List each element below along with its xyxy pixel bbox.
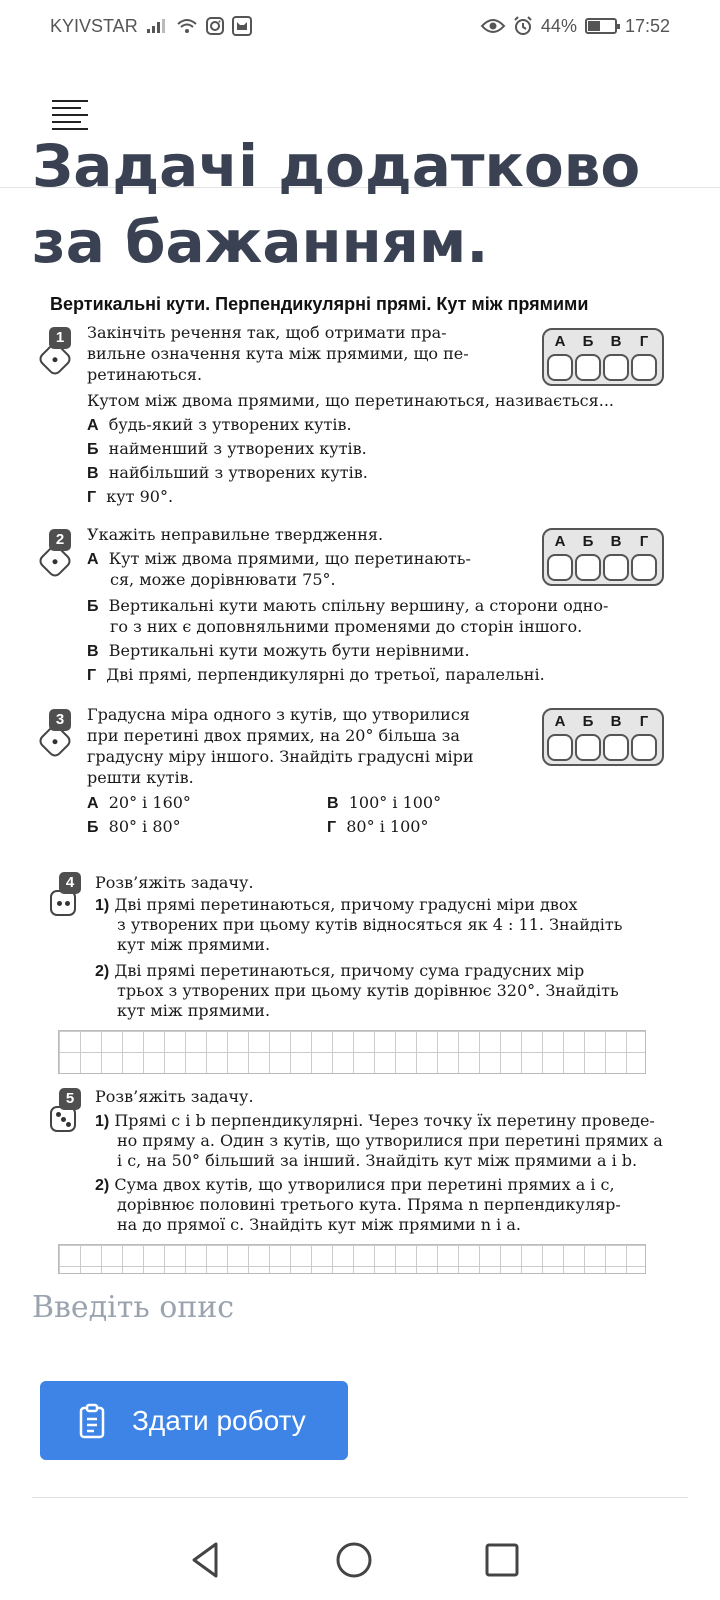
answer-letter: А [554,713,566,730]
system-nav-bar [0,1520,720,1600]
task-1 [30,322,692,512]
option-text: кут 90°. [106,487,174,506]
option-text: Вертикальні кути мають спільну вершину, а сторони одно- [108,596,609,615]
item-number: 2) [95,1177,110,1194]
alarm-icon [513,16,533,36]
task-text-line: при перетині двох прямих, на 20° більша за [87,726,460,745]
task-prompt: Розв’яжіть задачу. [95,873,254,892]
option-text: найбільший з утворених кутів. [108,463,368,482]
answer-cell [631,354,657,381]
answer-cell [575,354,601,381]
task-number: 2 [49,529,71,551]
option-letter: Б [87,819,99,836]
option-letter: Б [87,441,99,458]
answer-cell [547,354,573,381]
option-letter: В [87,643,99,660]
option-text: Кут між двома прямими, що перетинають- [108,549,471,568]
answer-cell [547,554,573,581]
heading-line-1: Задачі додатково [32,132,641,200]
task-number: 3 [49,709,71,731]
answer-letter: В [610,333,622,350]
heading-container [0,132,720,286]
answer-letter: А [554,533,566,550]
task-4 [30,872,692,1082]
item-text: Сума двох кутів, що утворилися при перетині прямих a і c, [114,1175,615,1194]
option-text: будь-який з утворених кутів. [108,415,352,434]
cat-app-icon [232,16,252,36]
answer-box [542,328,664,386]
worksheet-title: Вертикальні кути. Перпендикулярні прямі. Кут між прямими [50,294,589,314]
submit-button-label: Здати роботу [132,1404,306,1436]
back-icon[interactable] [184,1538,228,1582]
task-prompt: Укажіть неправильне твердження. [87,525,384,544]
item-text: Дві прямі перетинаються, причому сума градусних мір [114,961,585,980]
option-text: Дві прямі, перпендикулярні до третьої, паралельні. [106,665,545,684]
item-text: кут між прямими. [117,935,271,954]
option-text: найменший з утворених кутів. [108,439,367,458]
task-text-line: вильне означення кута між прямими, що пе- [87,344,469,363]
option-text: 20° і 160° [108,793,191,812]
heading-line-2: за бажанням. [32,208,489,276]
recents-icon[interactable] [480,1538,524,1582]
answer-cell [631,554,657,581]
item-text: трьох з утворених при цьому кутів дорівнює 320°. Знайдіть [117,981,619,1000]
article-heading [32,128,640,280]
option-letter: Б [87,598,99,615]
option-letter: А [87,417,99,434]
answer-grid [58,1244,646,1274]
option-letter: Г [87,667,97,684]
task-5 [30,1086,692,1276]
carrier-name: KYIVSTAR [50,15,138,36]
option-text: 100° і 100° [348,793,442,812]
eye-icon [481,18,505,34]
task-2 [30,524,692,694]
item-number: 2) [95,963,110,980]
option-letter: Г [327,819,337,836]
task-stem: Кутом між двома прямими, що перетинаються, називається... [87,391,614,410]
answer-letter: Б [582,333,594,350]
item-text: з утворених при цьому кутів відносяться як 4 : 11. Знайдіть [117,915,623,934]
task-number: 5 [59,1088,81,1110]
item-number: 1) [95,897,110,914]
task-text-line: ретинаються. [87,365,203,384]
item-text: но пряму a. Один з кутів, що утворилися при перетині прямих a [117,1131,663,1150]
task-number: 4 [59,872,81,894]
clipboard-icon [78,1403,106,1439]
option-text: 80° і 100° [346,817,429,836]
item-text: Прямі c і b перпендикулярні. Через точку їх перетину проведе- [114,1111,655,1130]
item-text: кут між прямими. [117,1001,271,1020]
bottom-divider [32,1497,688,1498]
option-letter: Г [87,489,97,506]
item-text: і c, на 50° більший за інший. Знайдіть кут між прямими a і b. [117,1151,638,1170]
answer-cell [603,354,629,381]
instagram-icon [206,17,224,35]
task-text-line: градусну міру іншого. Знайдіть градусні міри [87,747,474,766]
task-text-line: Закінчіть речення так, щоб отримати пра- [87,323,447,342]
task-text-line: Градусна міра одного з кутів, що утворилися [87,705,470,724]
task-3 [30,704,692,844]
option-letter: А [87,551,99,568]
answer-letter: Г [639,713,649,730]
item-text: Дві прямі перетинаються, причому градусні міри двох [114,895,578,914]
answer-box [542,528,664,586]
answer-grid [58,1030,646,1074]
task-prompt: Розв’яжіть задачу. [95,1087,254,1106]
option-text: 80° і 80° [108,817,181,836]
description-input[interactable]: Введіть опис [32,1290,235,1325]
home-icon[interactable] [332,1538,376,1582]
signal-icon [146,18,168,34]
answer-letter: В [610,713,622,730]
answer-letter: Б [582,713,594,730]
answer-letter: В [610,533,622,550]
answer-cell [631,734,657,761]
option-text: го з них є доповняльними променями до сторін іншого. [110,617,583,636]
option-text: ся, може дорівнювати 75°. [110,570,336,589]
answer-letter: А [554,333,566,350]
battery-icon [585,18,617,34]
answer-cell [575,554,601,581]
item-text: на до прямої c. Знайдіть кут між прямими n і a. [117,1215,521,1234]
answer-cell [603,734,629,761]
wifi-icon [176,17,198,35]
answer-cell [547,734,573,761]
task-number: 1 [49,327,71,349]
task-text-line: решти кутів. [87,768,194,787]
answer-cell [575,734,601,761]
option-letter: А [87,795,99,812]
item-number: 1) [95,1113,110,1130]
answer-cell [603,554,629,581]
answer-box [542,708,664,766]
answer-letter: Г [639,333,649,350]
battery-percent: 44% [540,15,577,36]
option-letter: В [87,465,99,482]
clock: 17:52 [624,15,670,36]
option-letter: В [327,795,339,812]
status-bar [0,0,720,52]
submit-work-button[interactable] [40,1381,348,1460]
worksheet-image [30,286,692,1276]
option-text: Вертикальні кути можуть бути нерівними. [108,641,470,660]
item-text: дорівнює половині третього кута. Пряма n перпендикуляр- [117,1195,621,1214]
answer-letter: Г [639,533,649,550]
answer-letter: Б [582,533,594,550]
